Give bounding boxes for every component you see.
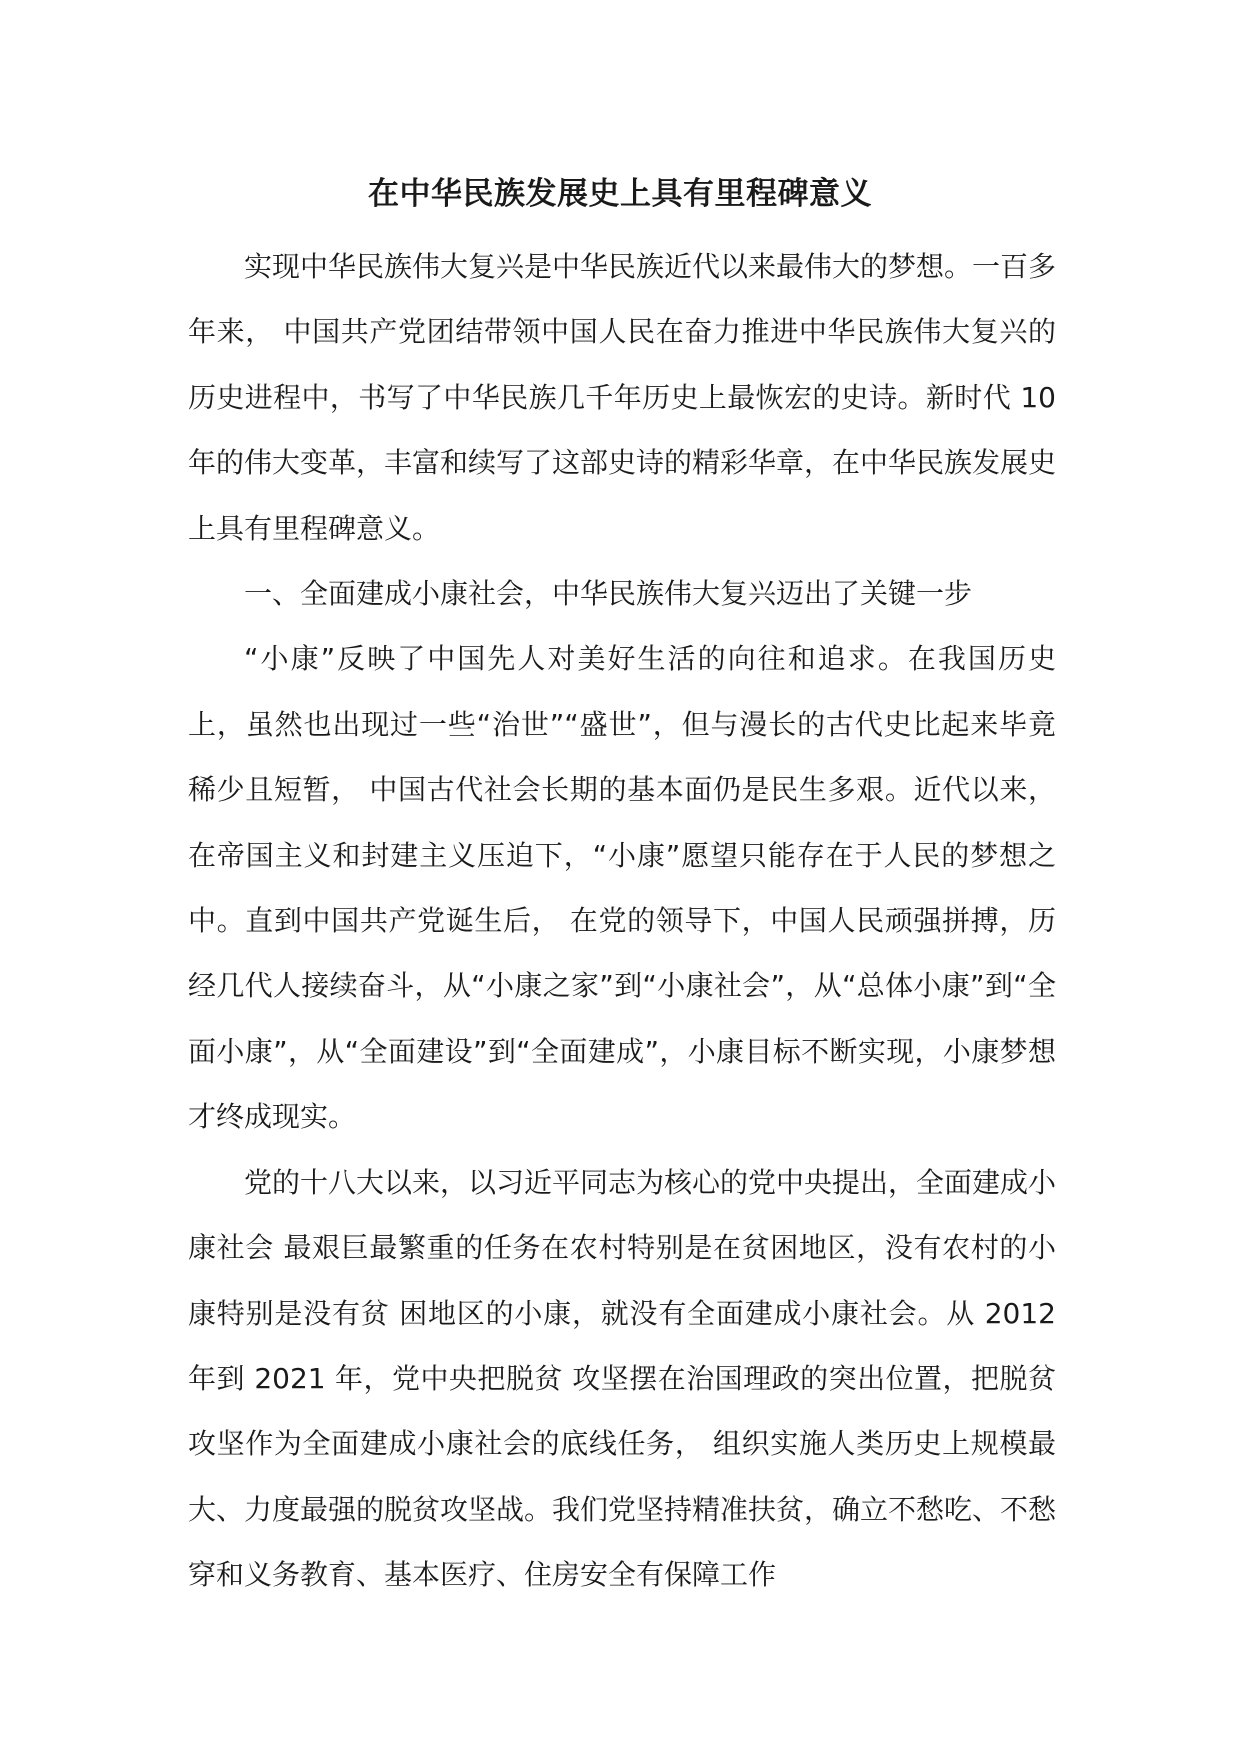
paragraph-poverty-alleviation: 党的十八大以来，以习近平同志为核心的党中央提出，全面建成小康社会 最艰巨最繁重的任务在农村特别是在贫困地区，没有农村的小康特别是没有贫 困地区的小康，就没有全面建成小康社会。从 2012 年到 2021 年，党中央把脱贫 攻坚摆在治国理政的突出位置，把脱贫攻坚作为全面建成小康社会的底线任务， 组织实施人类历史上规模最大、力度最强的脱贫攻坚战。我们党坚持精准扶贫，确立不愁吃、不愁穿和义务教育、基本医疗、住房安全有保障工作 — [188, 1165, 1057, 1592]
paragraph-xiaokang-history: “小康”反映了中国先人对美好生活的向往和追求。在我国历史上，虽然也出现过一些“治世”“盛世”，但与漫长的古代史比起来毕竟稀少且短暂， 中国古代社会长期的基本面仍是民生多艰。近代以来，在帝国主义和封建主义压迫下，“小康”愿望只能存在于人民的梦想之中。直到中国共产党诞生后， 在党的领导下，中国人民顽强拼搏，历经几代人接续奋斗，从“小康之家”到“小康社会”，从“总体小康”到“全面小康”，从“全面建设”到“全面建成”，小康目标不断实现，小康梦想才终成现实。 — [188, 642, 1056, 1134]
document-title: 在中华民族发展史上具有里程碑意义 — [368, 176, 872, 212]
section-heading: 一、全面建成小康社会，中华民族伟大复兴迈出了关键一步 — [244, 577, 973, 611]
document-body — [188, 234, 1056, 1608]
paragraph-intro: 实现中华民族伟大复兴是中华民族近代以来最伟大的梦想。一百多年来， 中国共产党团结带领中国人民在奋力推进中华民族伟大复兴的历史进程中，书写了中华民族几千年历史上最恢宏的史诗。新时代 10 年的伟大变革，丰富和续写了这部史诗的精彩华章，在中华民族发展史上具有里程碑意义。 — [188, 250, 1057, 545]
